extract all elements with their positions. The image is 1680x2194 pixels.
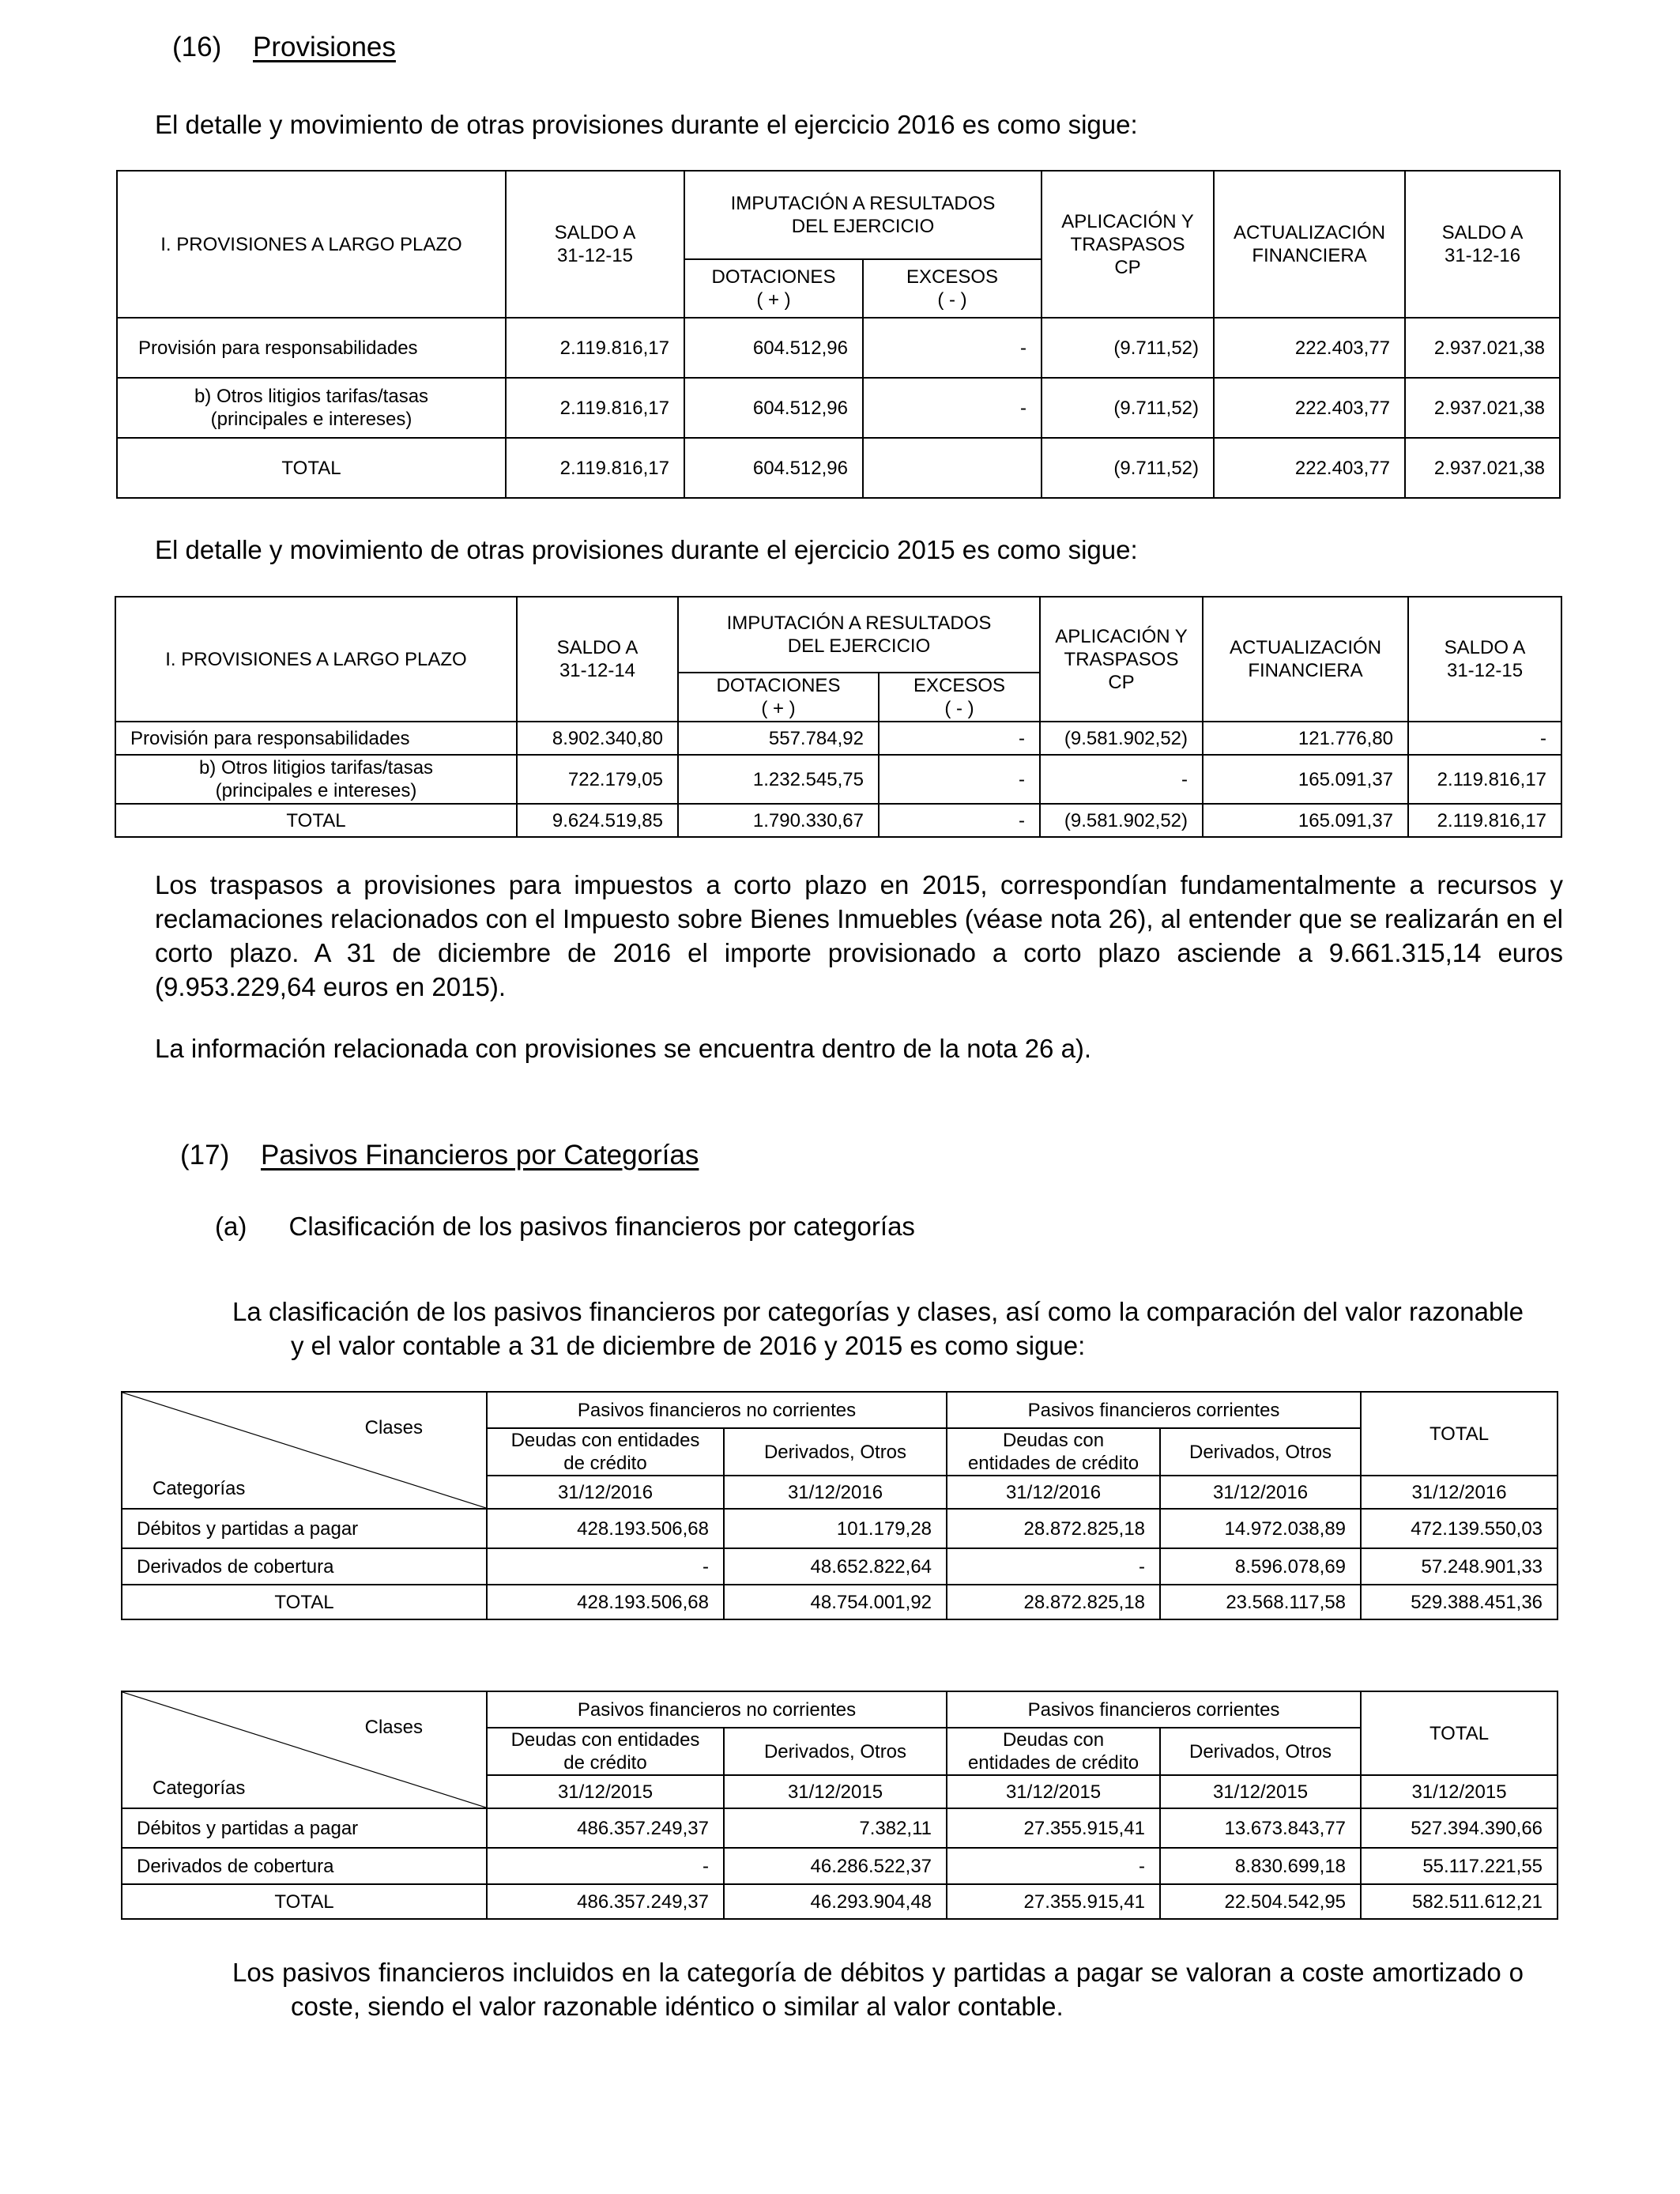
cell-deudas-c: - xyxy=(947,1548,1160,1585)
cell-deudas-nc: 428.193.506,68 xyxy=(487,1509,724,1548)
header-row xyxy=(122,1392,1558,1428)
cell-dotaciones: 604.512,96 xyxy=(684,378,863,438)
col-aplicacion: APLICACIÓN Y TRASPASOS CP xyxy=(1042,171,1214,318)
table-row xyxy=(115,722,1561,755)
diagonal-header-cell xyxy=(122,1691,487,1808)
col-category: I. PROVISIONES A LARGO PLAZO xyxy=(117,171,506,318)
subsection-number: (a) xyxy=(215,1212,247,1241)
col-derivados-c: Derivados, Otros xyxy=(1160,1728,1361,1775)
categorias-label: Categorías xyxy=(153,1777,246,1799)
cell-total: 527.394.390,66 xyxy=(1361,1808,1558,1848)
date-cell: 31/12/2016 xyxy=(947,1476,1160,1509)
cell-actualizacion: 165.091,37 xyxy=(1203,804,1408,837)
cell-deudas-nc: - xyxy=(487,1548,724,1585)
cell-saldo-inicial: 2.119.816,17 xyxy=(506,378,684,438)
header-row xyxy=(115,597,1561,673)
cell-actualizacion: 222.403,77 xyxy=(1214,438,1405,498)
cell-derivados-c: 22.504.542,95 xyxy=(1160,1884,1361,1919)
cell-deudas-c: 27.355.915,41 xyxy=(947,1808,1160,1848)
cell-saldo-inicial: 2.119.816,17 xyxy=(506,438,684,498)
cell-deudas-c: 28.872.825,18 xyxy=(947,1509,1160,1548)
cell-aplicacion: - xyxy=(1040,755,1203,804)
cell-excesos: - xyxy=(879,804,1040,837)
row-label: b) Otros litigios tarifas/tasas (principales e intereses) xyxy=(117,378,506,438)
row-label: Débitos y partidas a pagar xyxy=(122,1808,487,1848)
row-label: TOTAL xyxy=(122,1585,487,1619)
cell-derivados-nc: 7.382,11 xyxy=(724,1808,947,1848)
row-label: Débitos y partidas a pagar xyxy=(122,1509,487,1548)
total-row xyxy=(115,804,1561,837)
total-row xyxy=(117,438,1560,498)
col-deudas-c: Deudas con entidades de crédito xyxy=(947,1728,1160,1775)
col-derivados-c: Derivados, Otros xyxy=(1160,1428,1361,1476)
date-cell: 31/12/2016 xyxy=(1160,1476,1361,1509)
section-title: Pasivos Financieros por Categorías xyxy=(260,1140,699,1171)
col-actualizacion: ACTUALIZACIÓN FINANCIERA xyxy=(1203,597,1408,722)
categorias-label: Categorías xyxy=(153,1478,246,1499)
cell-aplicacion: (9.581.902,52) xyxy=(1040,804,1203,837)
col-actualizacion: ACTUALIZACIÓN FINANCIERA xyxy=(1214,171,1405,318)
provisions-2016-table xyxy=(116,170,1561,499)
cell-derivados-nc: 48.652.822,64 xyxy=(724,1548,947,1585)
cell-derivados-nc: 101.179,28 xyxy=(724,1509,947,1548)
cell-deudas-nc: 428.193.506,68 xyxy=(487,1585,724,1619)
provisions-2015-table xyxy=(115,596,1562,838)
date-cell: 31/12/2015 xyxy=(487,1775,724,1808)
subsection-title: Clasificación de los pasivos financieros por categorías xyxy=(288,1212,915,1241)
cell-total: 472.139.550,03 xyxy=(1361,1509,1558,1548)
intro-2016: El detalle y movimiento de otras provisiones durante el ejercicio 2016 es como sigue: xyxy=(155,110,1138,139)
date-cell: 31/12/2015 xyxy=(724,1775,947,1808)
table-row xyxy=(115,755,1561,804)
cell-actualizacion: 165.091,37 xyxy=(1203,755,1408,804)
cell-saldo-final: - xyxy=(1408,722,1561,755)
subsection-a-heading xyxy=(215,1209,915,1243)
cell-saldo-final: 2.119.816,17 xyxy=(1408,804,1561,837)
date-cell: 31/12/2015 xyxy=(1361,1775,1558,1808)
date-cell: 31/12/2015 xyxy=(1160,1775,1361,1808)
total-row xyxy=(122,1884,1558,1919)
col-no-corrientes: Pasivos financieros no corrientes xyxy=(487,1691,947,1728)
section-number: (16) xyxy=(172,32,222,62)
col-no-corrientes: Pasivos financieros no corrientes xyxy=(487,1392,947,1428)
pasivos-2015-table xyxy=(121,1691,1558,1920)
cell-deudas-nc: 486.357.249,37 xyxy=(487,1808,724,1848)
table-row xyxy=(122,1848,1558,1884)
clases-label: Clases xyxy=(364,1417,423,1438)
cell-excesos: - xyxy=(879,722,1040,755)
col-derivados-nc: Derivados, Otros xyxy=(724,1428,947,1476)
clases-label: Clases xyxy=(364,1717,423,1738)
cell-deudas-c: 28.872.825,18 xyxy=(947,1585,1160,1619)
diagonal-header-cell xyxy=(122,1392,487,1509)
col-dotaciones: DOTACIONES ( + ) xyxy=(678,673,879,722)
col-corrientes: Pasivos financieros corrientes xyxy=(947,1691,1361,1728)
col-imputacion: IMPUTACIÓN A RESULTADOS DEL EJERCICIO xyxy=(678,597,1040,673)
col-saldo-final: SALDO A 31-12-16 xyxy=(1405,171,1560,318)
col-excesos: EXCESOS ( - ) xyxy=(863,259,1042,318)
col-category: I. PROVISIONES A LARGO PLAZO xyxy=(115,597,517,722)
col-saldo-final: SALDO A 31-12-15 xyxy=(1408,597,1561,722)
cell-derivados-c: 13.673.843,77 xyxy=(1160,1808,1361,1848)
date-cell: 31/12/2016 xyxy=(487,1476,724,1509)
pasivos-2016-table xyxy=(121,1391,1558,1620)
cell-saldo-final: 2.119.816,17 xyxy=(1408,755,1561,804)
cell-actualizacion: 121.776,80 xyxy=(1203,722,1408,755)
date-cell: 31/12/2016 xyxy=(724,1476,947,1509)
cell-dotaciones: 604.512,96 xyxy=(684,318,863,378)
cell-total: 55.117.221,55 xyxy=(1361,1848,1558,1884)
cell-derivados-c: 23.568.117,58 xyxy=(1160,1585,1361,1619)
cell-saldo-inicial: 8.902.340,80 xyxy=(517,722,678,755)
row-label: TOTAL xyxy=(122,1884,487,1919)
cell-deudas-c: - xyxy=(947,1848,1160,1884)
date-cell: 31/12/2016 xyxy=(1361,1476,1558,1509)
date-cell: 31/12/2015 xyxy=(947,1775,1160,1808)
table-row xyxy=(117,378,1560,438)
cell-total: 529.388.451,36 xyxy=(1361,1585,1558,1619)
cell-deudas-c: 27.355.915,41 xyxy=(947,1884,1160,1919)
col-corrientes: Pasivos financieros corrientes xyxy=(947,1392,1361,1428)
cell-dotaciones: 557.784,92 xyxy=(678,722,879,755)
col-saldo-inicial: SALDO A 31-12-15 xyxy=(506,171,684,318)
row-label: Derivados de cobertura xyxy=(122,1848,487,1884)
section-16-heading xyxy=(172,30,396,65)
header-row xyxy=(122,1691,1558,1728)
cell-derivados-nc: 48.754.001,92 xyxy=(724,1585,947,1619)
row-label: b) Otros litigios tarifas/tasas (principales e intereses) xyxy=(115,755,517,804)
cell-saldo-final: 2.937.021,38 xyxy=(1405,318,1560,378)
cell-saldo-final: 2.937.021,38 xyxy=(1405,438,1560,498)
cell-dotaciones: 1.232.545,75 xyxy=(678,755,879,804)
cell-aplicacion: (9.581.902,52) xyxy=(1040,722,1203,755)
header-row xyxy=(117,171,1560,259)
section-17-heading xyxy=(180,1138,699,1173)
cell-dotaciones: 604.512,96 xyxy=(684,438,863,498)
paragraph-clasificacion: La clasificación de los pasivos financieros por categorías y clases, así como la comparación del valor razonable y el valor contable a 31 de diciembre de 2016 y 2015 es como sigue: xyxy=(232,1297,1524,1360)
row-label: Provisión para responsabilidades xyxy=(115,722,517,755)
cell-total: 57.248.901,33 xyxy=(1361,1548,1558,1585)
row-label: Provisión para responsabilidades xyxy=(117,318,506,378)
col-aplicacion: APLICACIÓN Y TRASPASOS CP xyxy=(1040,597,1203,722)
table-row xyxy=(122,1509,1558,1548)
table-row xyxy=(122,1808,1558,1848)
cell-derivados-nc: 46.293.904,48 xyxy=(724,1884,947,1919)
cell-saldo-inicial: 2.119.816,17 xyxy=(506,318,684,378)
table-row xyxy=(122,1548,1558,1585)
col-excesos: EXCESOS ( - ) xyxy=(879,673,1040,722)
cell-saldo-inicial: 722.179,05 xyxy=(517,755,678,804)
col-derivados-nc: Derivados, Otros xyxy=(724,1728,947,1775)
cell-actualizacion: 222.403,77 xyxy=(1214,378,1405,438)
intro-2015: El detalle y movimiento de otras provisiones durante el ejercicio 2015 es como sigue: xyxy=(155,535,1138,564)
cell-aplicacion: (9.711,52) xyxy=(1042,318,1214,378)
row-label: TOTAL xyxy=(115,804,517,837)
cell-saldo-final: 2.937.021,38 xyxy=(1405,378,1560,438)
col-total: TOTAL xyxy=(1361,1691,1558,1775)
total-row xyxy=(122,1585,1558,1619)
col-deudas-nc: Deudas con entidades de crédito xyxy=(487,1428,724,1476)
col-dotaciones: DOTACIONES ( + ) xyxy=(684,259,863,318)
cell-excesos xyxy=(863,438,1042,498)
cell-deudas-nc: - xyxy=(487,1848,724,1884)
cell-deudas-nc: 486.357.249,37 xyxy=(487,1884,724,1919)
cell-derivados-c: 8.596.078,69 xyxy=(1160,1548,1361,1585)
section-number: (17) xyxy=(180,1140,230,1171)
cell-aplicacion: (9.711,52) xyxy=(1042,438,1214,498)
cell-excesos: - xyxy=(863,378,1042,438)
cell-derivados-nc: 46.286.522,37 xyxy=(724,1848,947,1884)
cell-excesos: - xyxy=(879,755,1040,804)
cell-excesos: - xyxy=(863,318,1042,378)
paragraph-valoracion: Los pasivos financieros incluidos en la categoría de débitos y partidas a pagar se valoran a coste amortizado o coste, siendo el valor razonable idéntico o similar al valor contable. xyxy=(232,1958,1524,2021)
section-title: Provisiones xyxy=(252,32,396,62)
cell-derivados-c: 14.972.038,89 xyxy=(1160,1509,1361,1548)
cell-actualizacion: 222.403,77 xyxy=(1214,318,1405,378)
paragraph-traspasos: Los traspasos a provisiones para impuestos a corto plazo en 2015, correspondían fundamentalmente a recursos y reclamaciones relacionados con el Impuesto sobre Bienes Inmuebles (véase nota 26), al entender que se realizarán en el corto plazo. A 31 de diciembre de 2016 el importe provisionado a corto plazo asciende a 9.661.315,14 euros (9.953.229,64 euros en 2015). xyxy=(155,870,1563,1001)
cell-dotaciones: 1.790.330,67 xyxy=(678,804,879,837)
row-label: TOTAL xyxy=(117,438,506,498)
col-total: TOTAL xyxy=(1361,1392,1558,1476)
col-imputacion: IMPUTACIÓN A RESULTADOS DEL EJERCICIO xyxy=(684,171,1042,259)
cell-saldo-inicial: 9.624.519,85 xyxy=(517,804,678,837)
col-deudas-c: Deudas con entidades de crédito xyxy=(947,1428,1160,1476)
cell-total: 582.511.612,21 xyxy=(1361,1884,1558,1919)
cell-aplicacion: (9.711,52) xyxy=(1042,378,1214,438)
paragraph-nota-26: La información relacionada con provisiones se encuentra dentro de la nota 26 a). xyxy=(155,1034,1092,1063)
col-deudas-nc: Deudas con entidades de crédito xyxy=(487,1728,724,1775)
row-label: Derivados de cobertura xyxy=(122,1548,487,1585)
cell-derivados-c: 8.830.699,18 xyxy=(1160,1848,1361,1884)
table-row xyxy=(117,318,1560,378)
col-saldo-inicial: SALDO A 31-12-14 xyxy=(517,597,678,722)
